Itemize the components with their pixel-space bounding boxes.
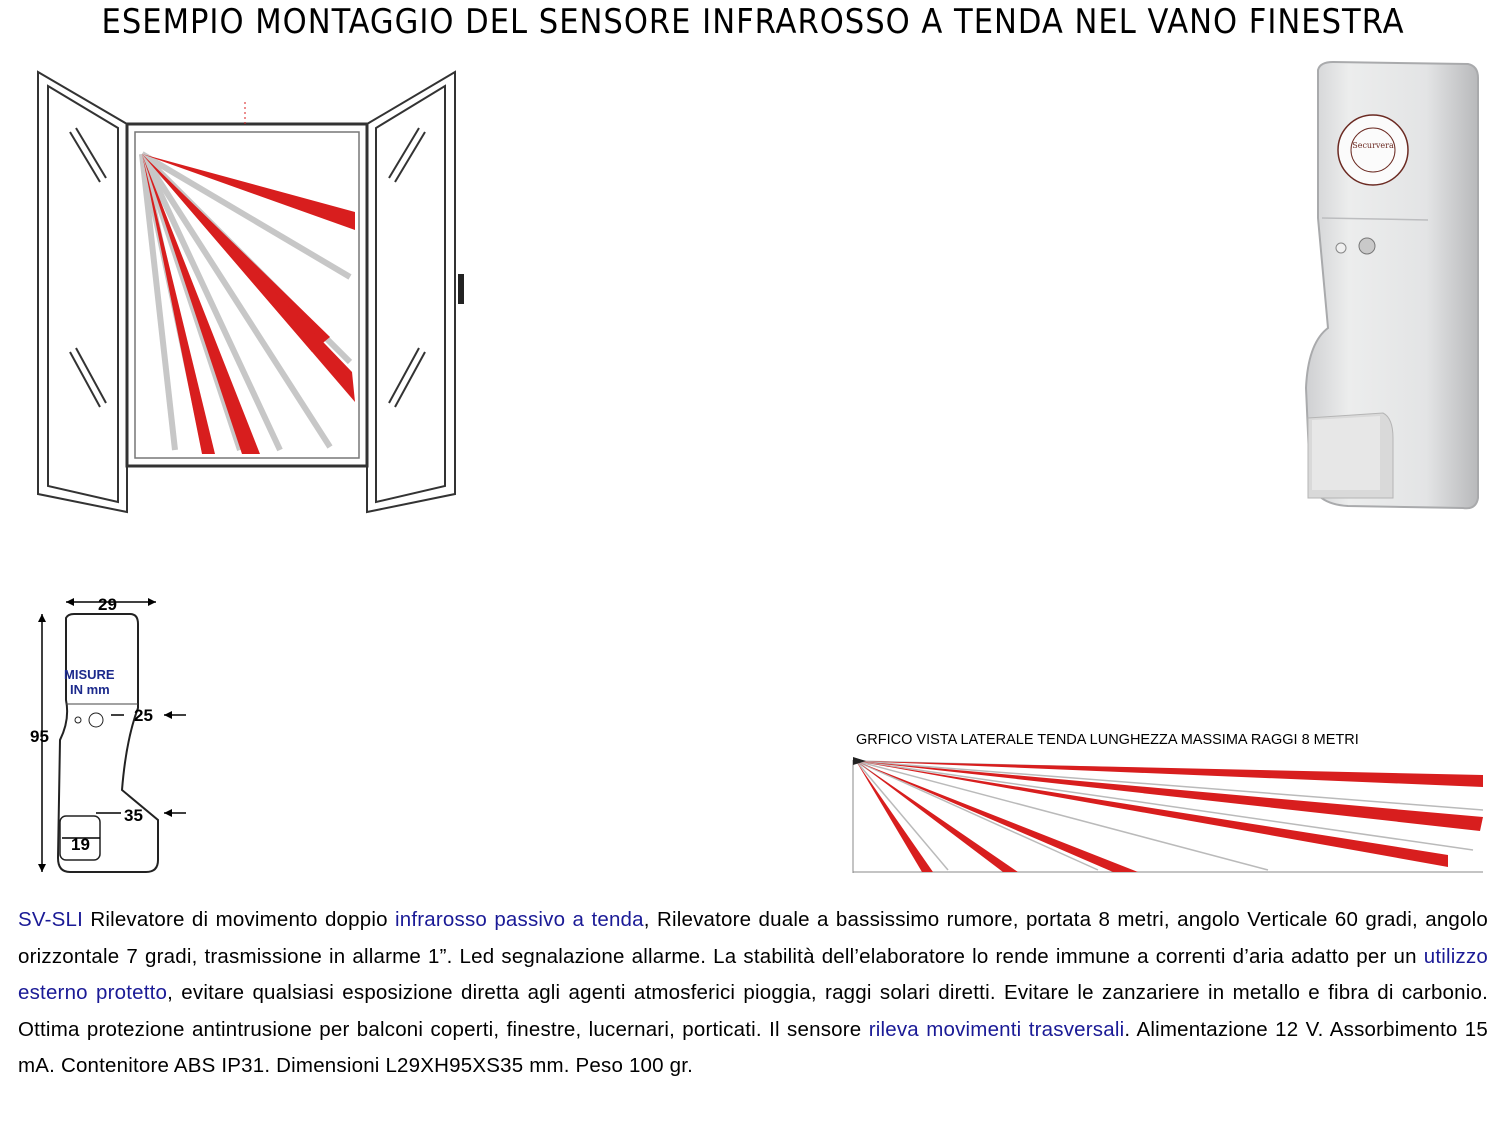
lens-dimension: 19: [71, 835, 90, 854]
side-view-beam-graph: [848, 755, 1488, 875]
description-text-3: , evitare qualsiasi esposizione diretta agli agenti atmosferici pioggia, raggi solari diretti. Evitare le zanzariere in metallo e fibra di carbonio. Ottima protezione antintrusione per balconi coperti, finestre, lucernari, porticati. Il sensore: [18, 981, 1488, 1041]
screw-icon: [1359, 238, 1375, 254]
description-text-2: , Rilevatore duale a bassissimo rumore, portata 8 metri, angolo Verticale 60 gradi, angolo orizzontale 7 gradi, trasmissione in allarme 1”. Led segnalazione allarme. La stabilità dell’elaboratore lo rende immune a correnti d’aria adatto per un: [18, 908, 1488, 968]
graph-caption: GRFICO VISTA LATERALE TENDA LUNGHEZZA MASSIMA RAGGI 8 METRI: [856, 732, 1359, 748]
svg-text:Securvera: Securvera: [1352, 141, 1394, 150]
model-code: SV-SLI: [18, 908, 84, 931]
page-title: ESEMPIO MONTAGGIO DEL SENSORE INFRAROSSO A TENDA NEL VANO FINESTRA: [101, 2, 1405, 42]
width-dimension: 29: [98, 595, 117, 614]
sensor-product-photo: [1288, 58, 1488, 520]
units-label-line1: MISURE: [64, 667, 115, 682]
window-installation-illustration: [30, 62, 475, 527]
product-description: [18, 902, 1488, 1085]
window-handle: [458, 274, 464, 304]
highlight-passive-infrared: infrarosso passivo a tenda: [395, 908, 644, 931]
description-text-4: . Alimentazione 12 V. Assorbimento 15 mA. Contenitore ABS IP31. Dimensioni L29XH95XS35 mm. Peso 100 gr.: [18, 1017, 1488, 1077]
height-dimension: 95: [30, 727, 49, 746]
side-red-beams: [856, 761, 1483, 872]
highlight-outdoor-use: utilizzo esterno protetto: [18, 944, 1488, 1004]
lower-depth-dimension: 35: [124, 806, 143, 825]
units-label-line2: IN mm: [70, 682, 110, 697]
description-text-1: Rilevatore di movimento doppio: [83, 908, 396, 931]
upper-depth-dimension: 25: [134, 706, 153, 725]
dimension-drawing: [26, 590, 196, 880]
brand-seal-icon: [1338, 115, 1408, 185]
highlight-transversal-movement: rileva movimenti trasversali: [868, 1017, 1125, 1041]
right-shutter: [367, 72, 455, 512]
left-shutter: [38, 72, 127, 512]
led-indicator-icon: [1336, 243, 1346, 253]
